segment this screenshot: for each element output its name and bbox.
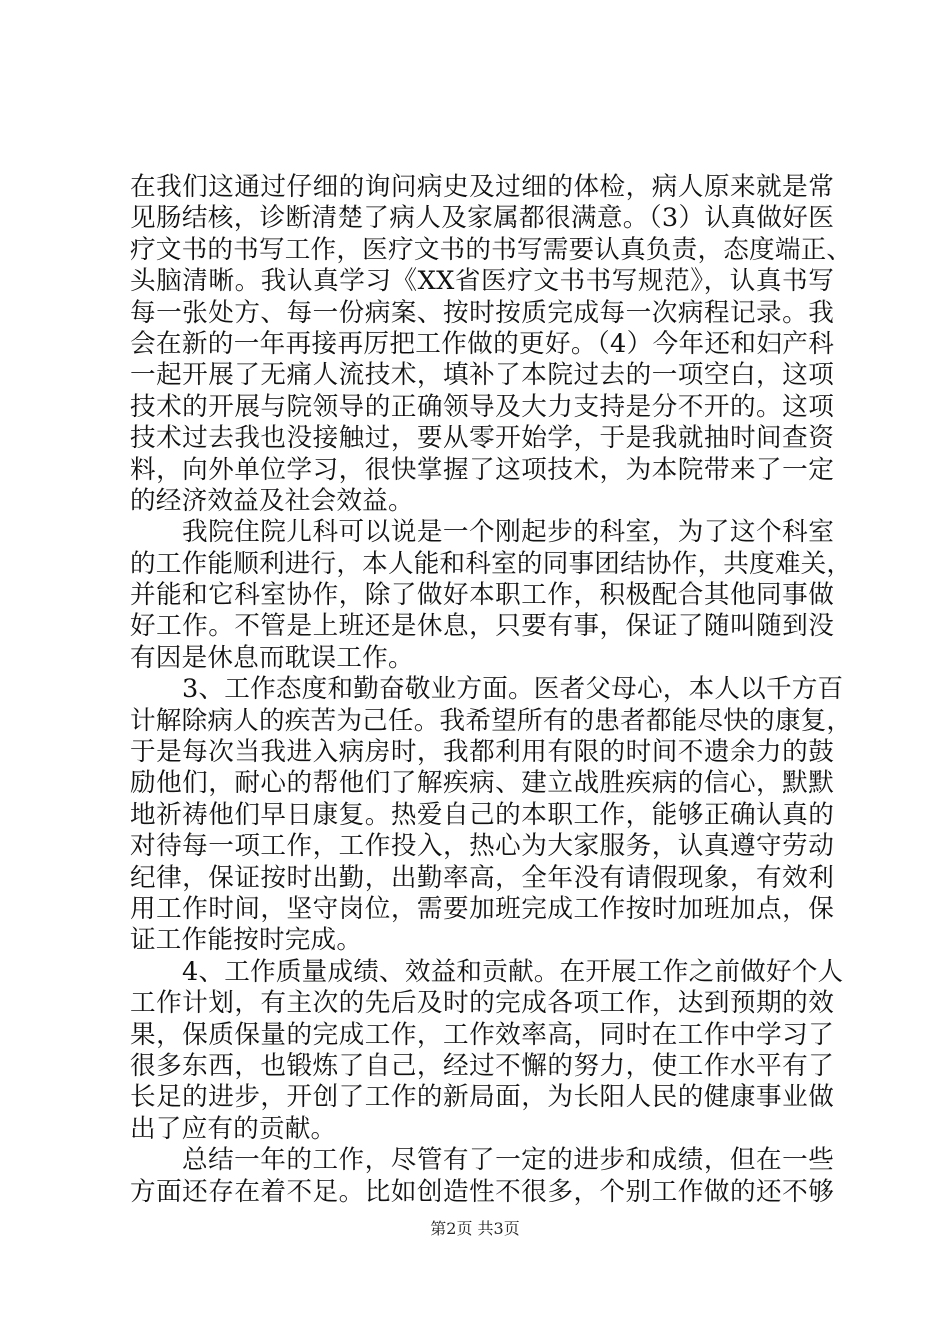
- text-line: 会在新的一年再接再厉把工作做的更好。（4）今年还和妇产科: [130, 328, 834, 359]
- body-text: [130, 172, 853, 1208]
- text-line: 的工作能顺利进行，本人能和科室的同事团结协作，共度难关，: [130, 548, 853, 579]
- text-line: 总结一年的工作，尽管有了一定的进步和成绩，但在一些: [182, 1145, 834, 1176]
- text-line: 见肠结核，诊断清楚了病人及家属都很满意。（3）认真做好医: [130, 203, 834, 234]
- text-line: 头脑清晰。我认真学习《XX省医疗文书书写规范》，认真书写: [130, 266, 834, 297]
- text-line: 的经济效益及社会效益。: [130, 485, 414, 516]
- text-line: 4、工作质量成绩、效益和贡献。在开展工作之前做好个人: [182, 956, 844, 987]
- text-line: 在我们这通过仔细的询问病史及过细的体检，病人原来就是常: [130, 172, 834, 202]
- text-line: 每一张处方、每一份病案、按时按质完成每一次病程记录。我: [130, 297, 834, 328]
- text-line: 我院住院儿科可以说是一个刚起步的科室，为了这个科室: [182, 517, 834, 548]
- text-line: 方面还存在着不足。比如创造性不很多，个别工作做的还不够: [130, 1176, 834, 1207]
- text-line: 对待每一项工作，工作投入，热心为大家服务，认真遵守劳动: [130, 831, 834, 862]
- text-line: 长足的进步，开创了工作的新局面，为长阳人民的健康事业做: [130, 1082, 834, 1113]
- text-line: 技术过去我也没接触过，要从零开始学，于是我就抽时间查资: [130, 423, 834, 454]
- text-line: 出了应有的贡献。: [130, 1113, 337, 1144]
- text-line: 技术的开展与院领导的正确领导及大力支持是分不开的。这项: [130, 391, 834, 422]
- text-line: 地祈祷他们早日康复。热爱自己的本职工作，能够正确认真的: [130, 799, 834, 830]
- text-line: 有因是休息而耽误工作。: [130, 642, 414, 673]
- text-line: 工作计划，有主次的先后及时的完成各项工作，达到预期的效: [130, 988, 834, 1019]
- text-line: 计解除病人的疾苦为己任。我希望所有的患者都能尽快的康复，: [130, 705, 853, 736]
- text-line: 3、工作态度和勤奋敬业方面。医者父母心，本人以千方百: [182, 674, 844, 705]
- text-line: 纪律，保证按时出勤，出勤率高，全年没有请假现象，有效利: [130, 862, 834, 893]
- text-line: 很多东西，也锻炼了自己，经过不懈的努力，使工作水平有了: [130, 1050, 834, 1081]
- text-line: 于是每次当我进入病房时，我都利用有限的时间不遗余力的鼓: [130, 737, 834, 768]
- text-line: 并能和它科室协作，除了做好本职工作，积极配合其他同事做: [130, 580, 834, 611]
- page-footer: 第2页 共3页: [430, 1219, 520, 1238]
- text-line: 证工作能按时完成。: [130, 925, 363, 956]
- text-line: 励他们，耐心的帮他们了解疾病、建立战胜疾病的信心，默默: [130, 768, 834, 799]
- text-line: 料，向外单位学习，很快掌握了这项技术，为本院带来了一定: [130, 454, 834, 485]
- text-line: 好工作。不管是上班还是休息，只要有事，保证了随叫随到没: [130, 611, 834, 642]
- text-line: 疗文书的书写工作，医疗文书的书写需要认真负责，态度端正、: [130, 234, 853, 265]
- text-line: 果，保质保量的完成工作，工作效率高，同时在工作中学习了: [130, 1019, 834, 1050]
- text-line: 用工作时间，坚守岗位，需要加班完成工作按时加班加点，保: [130, 893, 834, 924]
- text-line: 一起开展了无痛人流技术，填补了本院过去的一项空白，这项: [130, 360, 834, 391]
